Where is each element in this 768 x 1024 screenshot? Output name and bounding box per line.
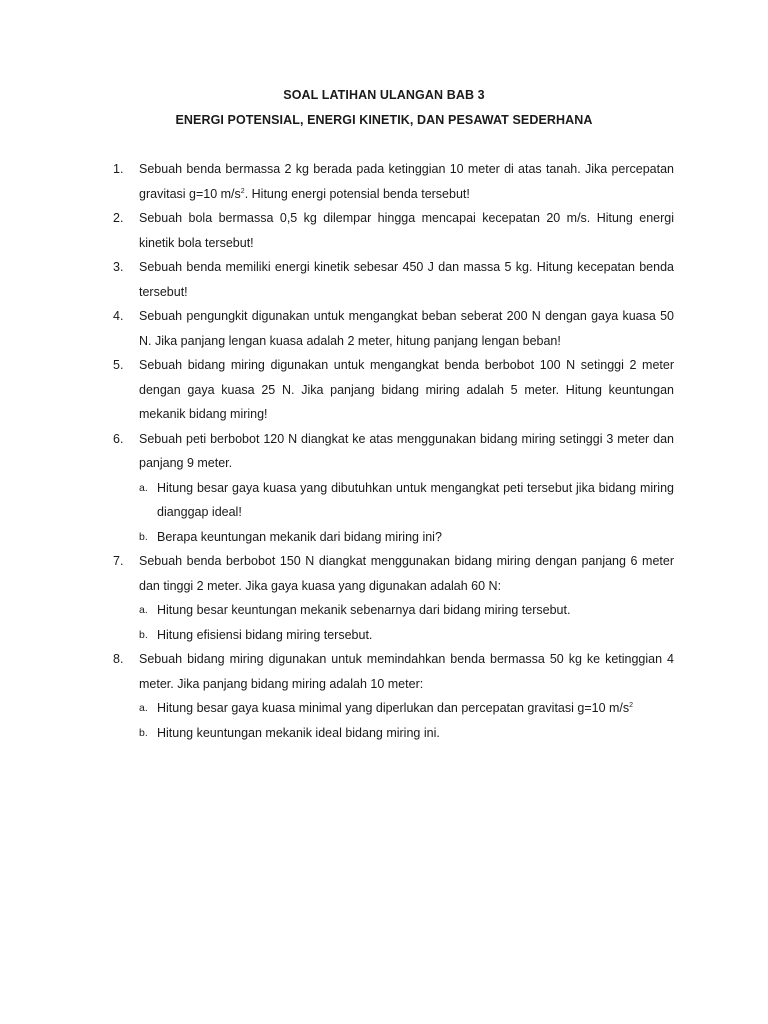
sub-question-label: a. [139,481,148,494]
question-text: Sebuah bidang miring digunakan untuk memindahkan benda bermassa 50 kg ke ketinggian 4 meter. Jika panjang bidang miring adalah 10 meter: [139,652,674,691]
question-number: 1. [113,162,124,176]
sub-question-text: Hitung besar keuntungan mekanik sebenarnya dari bidang miring tersebut. [157,603,571,617]
superscript: 2 [629,702,634,709]
question-text: Sebuah bola bermassa 0,5 kg dilempar hingga mencapai kecepatan 20 m/s. Hitung energi kinetik bola tersebut! [139,211,674,250]
question-6-sub-b [113,525,674,550]
sub-question-text: Hitung efisiensi bidang miring tersebut. [157,627,373,642]
sub-question-label: a. [139,702,148,714]
sub-question-label: a. [139,604,148,616]
question-3 [113,255,674,304]
question-text: Sebuah benda berbobot 150 N diangkat menggunakan bidang miring dengan panjang 6 meter dan tinggi 2 meter. Jika gaya kuasa yang digunakan adalah 60 N: [139,554,674,593]
question-text: Sebuah benda bermassa 2 kg berada pada ketinggian 10 meter di atas tanah. Jika percepatan gravitasi g=10 $m/s^2$. Hitung energi potensial benda tersebut! [139,162,674,201]
sub-question-label: b. [139,530,148,543]
question-number: 6. [113,431,124,446]
question-8-sub-b [113,721,674,746]
superscript: 2 [240,187,245,195]
question-7-sub-b [113,623,674,648]
document-title: SOAL LATIHAN ULANGAN BAB 3 [283,88,485,102]
question-text: Sebuah benda memiliki energi kinetik sebesar 450 J dan massa 5 kg. Hitung kecepatan benda tersebut! [139,260,674,299]
question-text: Sebuah pengungkit digunakan untuk mengangkat beban seberat 200 N dengan gaya kuasa 50 N. Jika panjang lengan kuasa adalah 2 meter, hitung panjang lengan beban! [139,309,674,348]
question-number: 8. [113,652,124,666]
question-text: Sebuah bidang miring digunakan untuk mengangkat benda berbobot 100 N setinggi 2 meter dengan gaya kuasa 25 N. Jika panjang bidang miring adalah 5 meter. Hitung keuntungan mekanik bidang miring! [139,358,674,421]
sub-question-label: b. [139,726,148,739]
question-number: 4. [113,309,124,323]
question-number: 2. [113,211,124,225]
question-7 [113,549,674,598]
sub-question-text: Hitung besar gaya kuasa minimal yang diperlukan dan percepatan gravitasi g=10 $m/s^2$ [157,701,634,715]
question-8-sub-a [113,696,674,721]
question-8 [113,647,674,696]
question-number: 5. [113,358,124,372]
question-4 [113,304,674,353]
question-2 [113,206,674,255]
question-7-sub-a [113,598,674,623]
document-subtitle: ENERGI POTENSIAL, ENERGI KINETIK, DAN PESAWAT SEDERHANA [175,113,593,127]
question-1 [113,157,674,206]
question-text: Sebuah peti berbobot 120 N diangkat ke atas menggunakan bidang miring setinggi 3 meter dan panjang 9 meter. [139,431,674,470]
question-5 [113,353,674,427]
question-6-sub-a [113,476,674,525]
question-list [113,157,674,745]
sub-question-text: Hitung besar gaya kuasa yang dibutuhkan untuk mengangkat peti tersebut jika bidang miring dianggap ideal! [157,480,674,519]
question-number: 7. [113,554,124,568]
sub-question-text: Hitung keuntungan mekanik ideal bidang miring ini. [157,725,440,740]
question-number: 3. [113,260,124,274]
sub-question-label: b. [139,628,148,641]
sub-question-text: Berapa keuntungan mekanik dari bidang miring ini? [157,529,442,544]
question-6 [113,427,674,476]
